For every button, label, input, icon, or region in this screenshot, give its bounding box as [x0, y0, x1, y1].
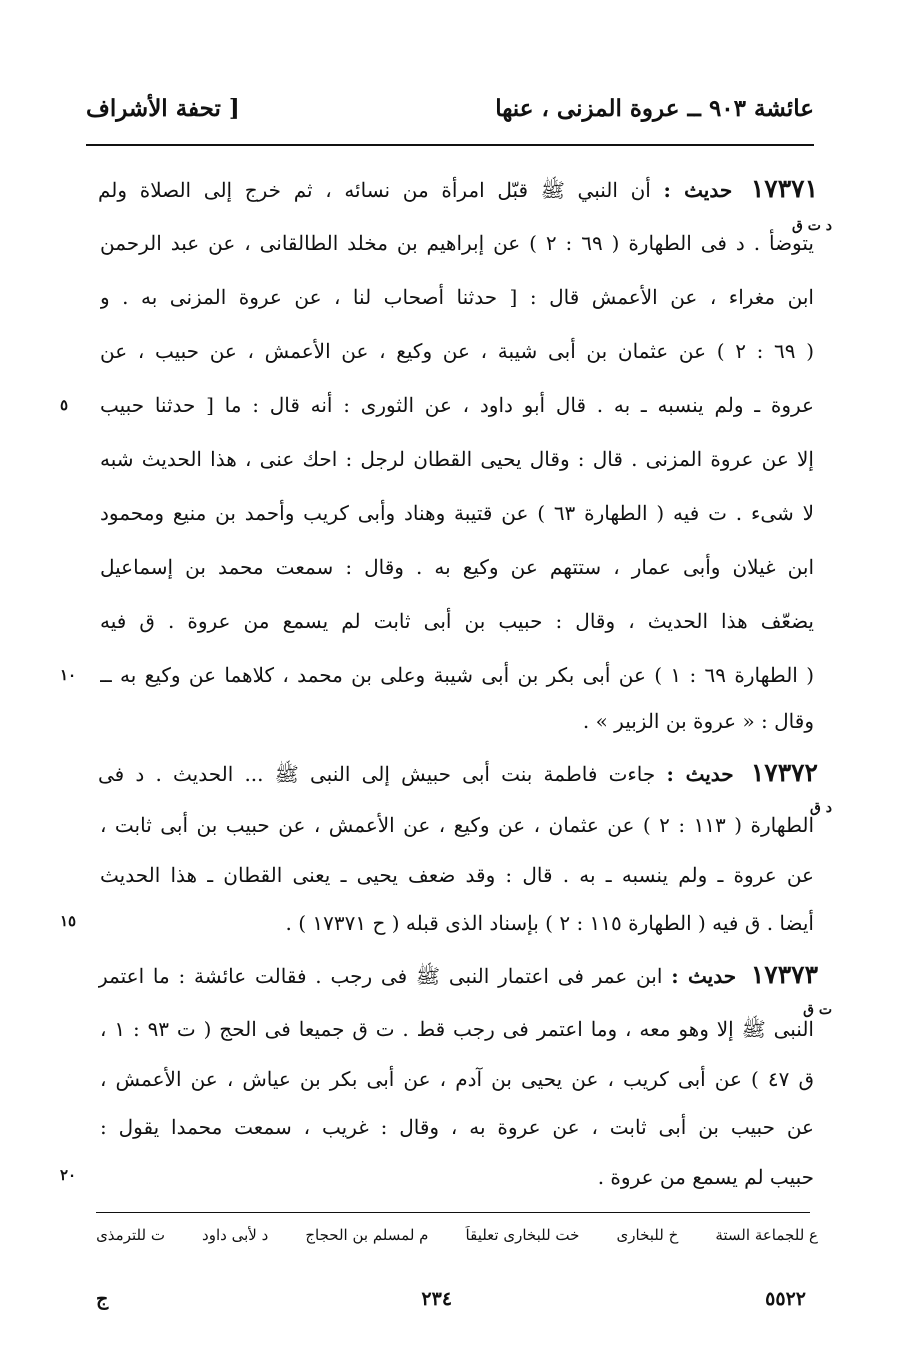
page-number: ٢٣٤ [421, 1288, 453, 1310]
sigla-item: د لأبى داود [202, 1226, 269, 1244]
entry-2-line-3: عن عروة ـ ولم ينسبه ـ به . قال : وقد ضعف يحيى ـ يعنى القطان ـ هذا الحديث [100, 863, 814, 887]
overall-page-number: ٥٥٢٢ [765, 1288, 806, 1310]
margin-number-20: ٢٠ [60, 1166, 77, 1184]
entry-1-line-2: يتوضأ . د فى الطهارة ( ٦٩ : ٢ ) عن إبراهيم بن مخلد الطالقانى ، عن عبد الرحمن [100, 231, 814, 255]
entry-3-number: ١٧٣٧٣ [750, 960, 818, 989]
entry-3-line-4: عن حبيب بن أبى ثابت ، عن عروة به ، وقال : غريب ، سمعت محمدا يقول : [100, 1115, 814, 1139]
entry-1-line-3: ابن مغراء ، عن الأعمش قال : [ حدثنا أصحاب لنا ، عن عروة المزنى به . و [100, 285, 814, 309]
margin-number-15: ١٥ [60, 912, 77, 930]
header-rule [86, 144, 814, 146]
entry-2-number: ١٧٣٧٢ [750, 758, 818, 787]
entry-3-line-3: ق ٤٧ ) عن أبى كريب ، عن يحيى بن آدم ، عن أبى بكر بن عياش ، عن الأعمش ، [100, 1067, 814, 1091]
entry-1-line-4: ( ٦٩ : ٢ ) عن عثمان بن أبى شيبة ، عن وكيع ، عن الأعمش ، عن حبيب ، عن [100, 339, 814, 363]
entry-2-margin-symbol: د ق [810, 800, 832, 816]
entry-1-line-11: وقال : « عروة بن الزبير » . [582, 709, 814, 733]
entry-1-line-10: ( الطهارة ٦٩ : ١ ) عن أبى بكر بن أبى شيبة وعلى بن محمد ، كلاهما عن وكيع به ــ [100, 663, 814, 687]
header-right: عائشة ٩٠٣ ــ عروة المزنى ، عنها [495, 94, 814, 122]
running-header [86, 88, 814, 128]
entry-3-line-5: حبيب لم يسمع من عروة . [597, 1165, 814, 1189]
entry-2-line-2: الطهارة ( ١١٣ : ٢ ) عن عثمان ، عن وكيع ، عن الأعمش ، عن حبيب بن أبى ثابت ، [100, 813, 814, 837]
footnote-rule [96, 1212, 810, 1213]
sigla-item: ت للترمذى [96, 1226, 165, 1244]
page-footer [96, 1284, 806, 1314]
entry-3-line-1: ١٧٣٧٣ حديث : ابن عمر فى اعتمار النبى ﷺ فى رجب . فقالت عائشة : ما اعتمر [98, 960, 818, 989]
header-left: [ تحفة الأشراف [86, 94, 240, 122]
entry-1-line-9: يضعّف هذا الحديث ، وقال : حبيب بن أبى ثابت لم يسمع من عروة . ق فيه [100, 609, 814, 633]
entry-2-lead: حديث : [666, 762, 734, 786]
entry-1-line-6: إلا عن عروة المزنى . قال : وقال يحيى القطان لرجل : احك عنى ، هذا الحديث شبه [100, 447, 814, 471]
entry-1-lead: حديث : [663, 178, 733, 202]
entry-1-line-7: لا شىء . ت فيه ( الطهارة ٦٣ ) عن قتيبة وهناد وأبى كريب وأحمد بن منيع ومحمود [100, 501, 814, 525]
entry-1-line-1: ١٧٣٧١ حديث : أن النبي ﷺ قبّل امرأة من نسائه ، ثم خرج إلى الصلاة ولم [98, 174, 818, 203]
sigla-item: خ للبخارى [616, 1226, 679, 1244]
margin-number-5: ٥ [60, 396, 69, 414]
sigla-key [96, 1226, 818, 1244]
entry-1-line-5: عروة ـ ولم ينسبه ـ به . قال أبو داود ، عن الثورى : أنه قال : ما [ حدثنا حبيب [100, 393, 814, 417]
entry-1-line-8: ابن غيلان وأبى عمار ، ستتهم عن وكيع به . وقال : سمعت محمد بن إسماعيل [100, 555, 814, 579]
entry-1-margin-symbol: د ت ق [791, 218, 832, 234]
entry-2-line-1: ١٧٣٧٢ حديث : جاءت فاطمة بنت أبى حبيش إلى النبى ﷺ ... الحديث . د فى [98, 758, 818, 787]
sigla-item: م لمسلم بن الحجاج [305, 1226, 429, 1244]
sigla-item: ع للجماعة الستة [715, 1226, 818, 1244]
entry-1-number: ١٧٣٧١ [750, 174, 818, 203]
volume-signature: ج [96, 1288, 109, 1310]
sigla-item: خت للبخارى تعليقاً [465, 1226, 580, 1244]
entry-3-line-2: النبى ﷺ إلا وهو معه ، وما اعتمر فى رجب قط . ت ق جميعا فى الحج ( ت ٩٣ : ١ ، [100, 1017, 814, 1041]
entry-3-lead: حديث : [671, 964, 737, 988]
entry-3-margin-symbol: ت ق [803, 1002, 832, 1018]
margin-number-10: ١٠ [60, 666, 77, 684]
entry-2-line-4: أيضا . ق فيه ( الطهارة ١١٥ : ٢ ) بإسناد الذى قبله ( ح ١٧٣٧١ ) . [285, 911, 814, 935]
